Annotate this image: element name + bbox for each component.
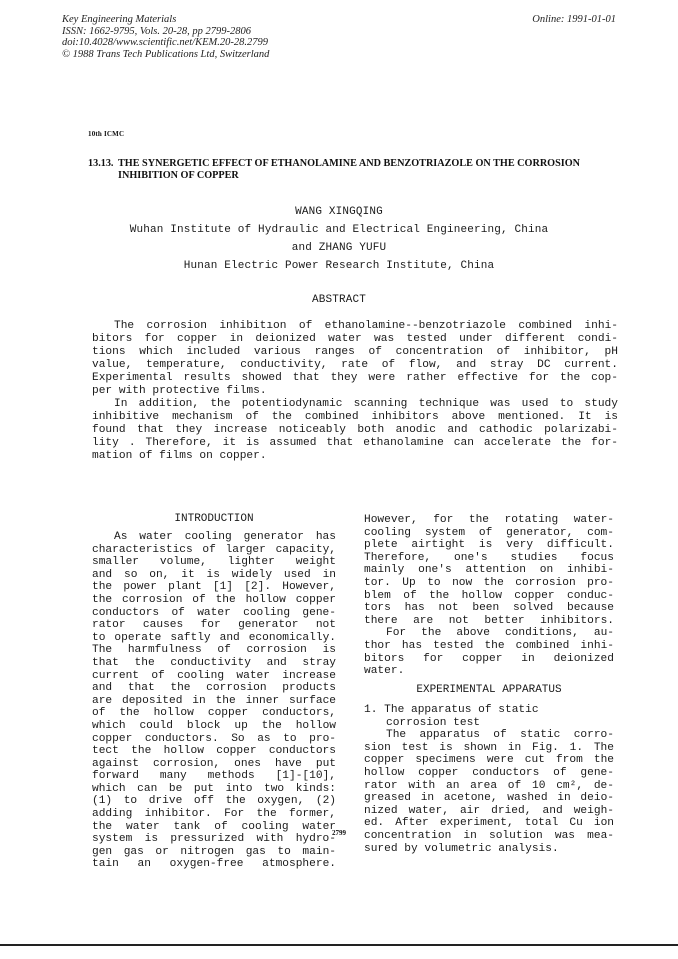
abstract-line: found that they increase noticeably both anodic and cathodic polarizabi-: [92, 424, 618, 436]
conference-label: 10th ICMC: [88, 130, 125, 138]
text-line: cooling system of generator, com-: [364, 526, 614, 539]
text-line: water.: [364, 665, 405, 678]
text-line: the power plant [1] [2]. However,: [92, 581, 336, 594]
journal-name: Key Engineering Materials: [62, 14, 177, 25]
abstract-line: inhibitive mechanism of the combined inhibitors above mentioned. It is: [92, 411, 618, 423]
text-line: ed. After experiment, total Cu ion: [364, 817, 614, 830]
text-line: against corrosion, ones have put: [92, 757, 336, 770]
text-line: bitors for copper in deionized: [364, 652, 614, 665]
text-line: adding inhibitor. For the former,: [92, 808, 336, 821]
text-line: that the conductivity and stray: [92, 656, 336, 669]
text-line: copper specimens were cut from the: [364, 754, 614, 767]
abstract-line: Experimental results showed that they were rather effective for the cop-: [92, 372, 618, 384]
text-line: the corrosion of the hollow copper: [92, 593, 336, 606]
subsection-title-cont: corrosion test: [386, 716, 480, 729]
text-line: current of cooling water increase: [92, 669, 336, 682]
text-line: which can be put into two kinds:: [92, 782, 336, 795]
text-line: greased in acetone, washed in deio-: [364, 792, 614, 805]
text-line: gen gas or nitrogen gas to main-: [92, 845, 336, 858]
author-2: and ZHANG YUFU: [291, 242, 387, 254]
page-bottom-rule: [0, 944, 678, 946]
abstract-line: value, temperature, conductivity, rate of flow, and stray DC current.: [92, 359, 618, 371]
text-line: conductors of water cooling gene-: [92, 606, 336, 619]
text-line: copper conductors. So as to pro-: [92, 732, 336, 745]
introduction-heading: INTRODUCTION: [174, 513, 254, 525]
section-number: 13.13.: [88, 158, 114, 169]
text-line: tect the hollow copper conductors: [92, 745, 336, 758]
abstract-line: mation of films on copper.: [92, 450, 267, 462]
text-line: hollow copper conductors of gene-: [364, 766, 614, 779]
text-line: tors has not been solved because: [364, 602, 614, 615]
text-line: sion test is shown in Fig. 1. The: [364, 741, 614, 754]
page-number: 2799: [332, 829, 346, 837]
abstract-heading: ABSTRACT: [311, 294, 366, 306]
text-line: plete airtight is very difficult.: [364, 539, 614, 552]
introduction-body: [92, 531, 336, 871]
text-line: sured by volumetric analysis.: [364, 842, 559, 855]
abstract-line: tions which included various ranges of concentration of inhibitor, pH: [92, 346, 618, 358]
text-line: rator with an area of 10 cm², de-: [364, 779, 614, 792]
abstract-line: bitors for copper in deionized water was tested under different condi-: [92, 333, 618, 345]
text-line: nized water, air dried, and weigh-: [364, 804, 614, 817]
author-1: WANG XINGQING: [295, 206, 383, 218]
subsection-title: 1. The apparatus of static: [364, 704, 539, 716]
paper-title: THE SYNERGETIC EFFECT OF ETHANOLAMINE AND BENZOTRIAZOLE ON THE CORROSION INHIBITION OF COPPER: [118, 158, 581, 181]
text-line: characteristics of larger capacity,: [92, 543, 336, 556]
abstract-line: The corrosion inhibitıon of ethanolamine--benzotriazole combined inhi-: [114, 320, 618, 332]
text-line: concentration in solution was mea-: [364, 829, 614, 842]
copyright-line: © 1988 Trans Tech Publications Ltd, Switzerland: [62, 48, 270, 60]
text-line: and so on, it is widely used in: [92, 568, 336, 581]
text-line: there are not better inhibitors.: [364, 614, 614, 627]
abstract-line: per with protective films.: [92, 385, 267, 397]
abstract-line: lity . Therefore, it is assumed that ethanolamine can accelerate the for-: [92, 437, 618, 449]
text-line: and that the corrosion products: [92, 682, 336, 695]
text-line: The harmfulness of corrosion is: [92, 644, 336, 657]
text-line: of the hollow copper conductors,: [92, 707, 336, 720]
experimental-apparatus-heading: EXPERIMENTAL APPARATUS: [416, 684, 562, 696]
text-line: (1) to drive off the oxygen, (2): [92, 795, 336, 808]
text-line: tor. Up to now the corrosion pro-: [364, 576, 614, 589]
text-line: tain an oxygen-free atmosphere.: [92, 858, 336, 871]
publication-info: [62, 14, 269, 60]
text-line: system is pressurized with hydro-: [92, 833, 336, 846]
text-line: For the above conditions, au-: [386, 627, 614, 640]
affiliation-1: Wuhan Institute of Hydraulic and Electrical Engineering, China: [129, 224, 549, 236]
issn-line: ISSN: 1662-9795, Vols. 20-28, pp 2799-2806: [62, 25, 251, 37]
text-line: blem of the hollow copper conduc-: [364, 589, 614, 602]
text-line: rator causes for generator not: [92, 619, 336, 632]
abstract-line: In addition, the potentiodynamic scanning technique was used to study: [114, 398, 618, 410]
text-line: forward many methods [1]-[10],: [92, 770, 336, 783]
text-line: are deposited in the inner surface: [92, 694, 336, 707]
text-line: However, for the rotating water-: [364, 514, 614, 526]
online-date: Online: 1991-01-01: [532, 14, 616, 25]
doi-line: doi:10.4028/www.scientific.net/KEM.20-28.2799: [62, 37, 268, 48]
text-line: which could block up the hollow: [92, 719, 336, 732]
text-line: the water tank of cooling water: [92, 820, 336, 833]
text-line: The apparatus of static corro-: [386, 729, 614, 742]
text-line: to operate saftly and economically.: [92, 631, 336, 644]
text-line: thor has tested the combined inhi-: [364, 639, 614, 652]
affiliation-2: Hunan Electric Power Research Institute, China: [183, 260, 495, 272]
right-column-body: [364, 514, 614, 678]
text-line: As water cooling generator has: [114, 531, 336, 543]
abstract-body: [92, 320, 618, 463]
text-line: smaller volume, lighter weight: [92, 556, 336, 569]
text-line: mainly one's attention on inhibi-: [364, 564, 614, 577]
text-line: Therefore, one's studies focus: [364, 551, 614, 564]
